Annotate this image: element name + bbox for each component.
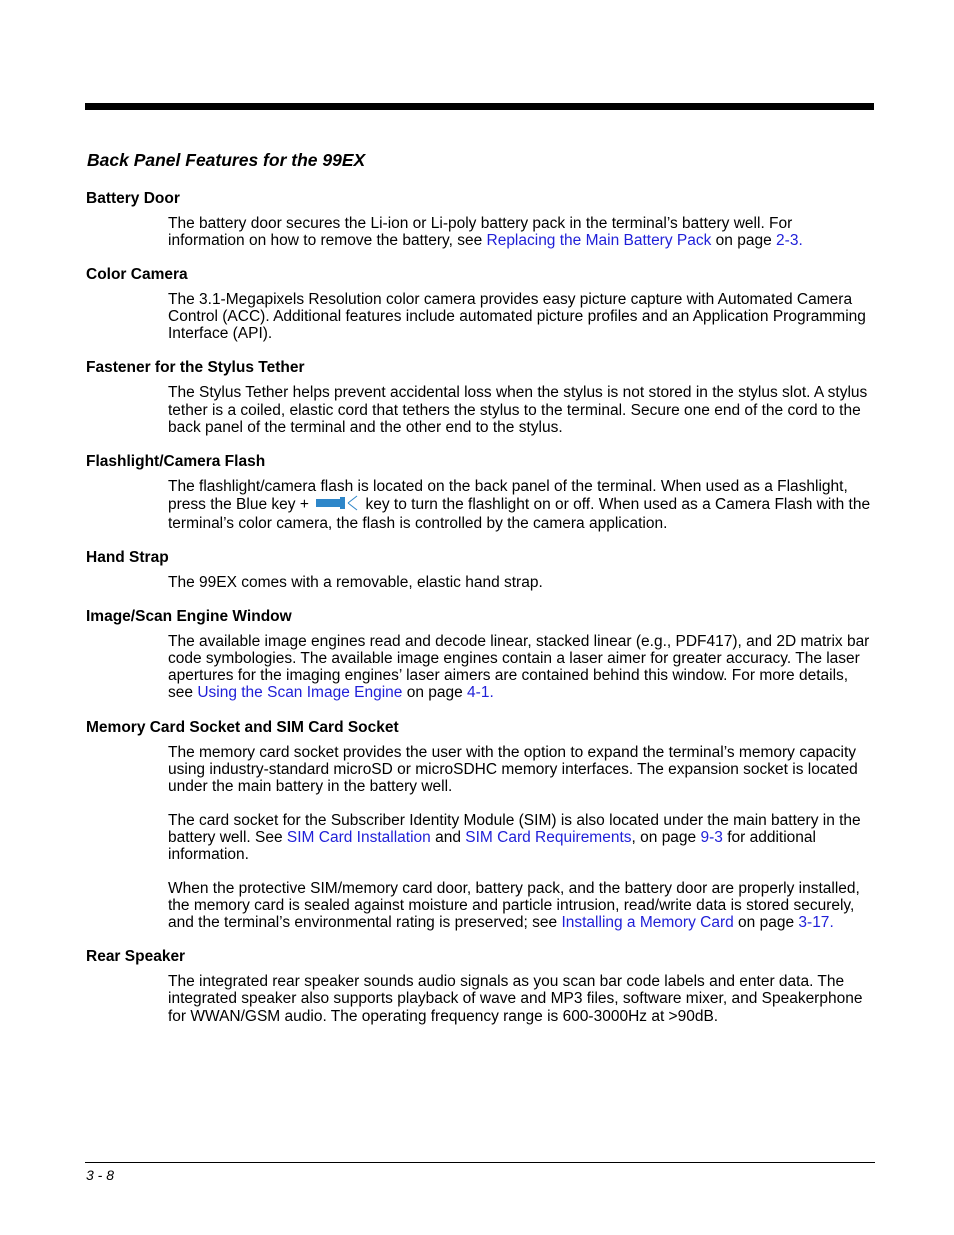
footer-rule <box>85 1162 875 1163</box>
link-page-9-3[interactable]: 9-3 <box>700 828 723 846</box>
memory-card-heading: Memory Card Socket and SIM Card Socket <box>86 718 399 736</box>
flashlight-heading: Flashlight/Camera Flash <box>86 452 266 470</box>
rear-speaker-section <box>86 947 876 1024</box>
scan-window-heading: Image/Scan Engine Window <box>86 608 292 626</box>
battery-door-section <box>86 189 876 249</box>
flashlight-icon <box>315 495 359 515</box>
color-camera-section <box>86 265 876 342</box>
hand-strap-paragraph: The 99EX comes with a removable, elastic hand strap. <box>168 574 543 592</box>
memory-card-section <box>86 718 876 932</box>
stylus-tether-section <box>86 358 876 435</box>
link-replacing-battery[interactable]: Replacing the Main Battery Pack <box>486 232 712 250</box>
document-body <box>86 189 876 1041</box>
section-title: Back Panel Features for the 99EX <box>87 150 366 170</box>
color-camera-heading: Color Camera <box>86 266 188 284</box>
hand-strap-section <box>86 548 876 591</box>
rear-speaker-paragraph: The integrated rear speaker sounds audio signals as you scan bar code labels and enter data. The integrated speaker also supports playback of wave and MP3 files, software mixer, and Speakerphone for WWAN/GSM audio. The operating frequency range is 600-3000Hz at >90dB. <box>168 973 863 1025</box>
color-camera-paragraph: The 3.1-Megapixels Resolution color camera provides easy picture capture with Automated Camera Control (ACC). Additional features include automated picture profiles and an Application Programming Interface (API). <box>168 291 866 343</box>
link-installing-memory-card[interactable]: Installing a Memory Card <box>561 914 734 932</box>
stylus-tether-paragraph: The Stylus Tether helps prevent accidental loss when the stylus is not stored in the stylus slot. A stylus tether is a coiled, elastic cord that tethers the stylus to the terminal. Secure one end of the cord to the back panel of the terminal and the other end to the stylus. <box>168 384 868 436</box>
link-page-4-1[interactable]: 4-1 <box>467 684 490 702</box>
scan-window-section <box>86 607 876 701</box>
battery-door-heading: Battery Door <box>86 190 180 207</box>
scan-window-paragraph: The available image engines read and decode linear, stacked linear (e.g., PDF417), and 2D matrix bar code symbologies. The available image engines contain a laser aimer for greater accuracy. The laser apertures for the imaging engines’ laser aimers are contained behind this window. For more details, see Using the Scan Image Engine on page 4-1. <box>168 633 870 702</box>
header-rule <box>85 103 874 110</box>
link-page-2-3[interactable]: 2-3 <box>776 232 799 250</box>
link-page-3-17[interactable]: 3-17 <box>798 914 830 932</box>
link-scan-image-engine[interactable]: Using the Scan Image Engine <box>197 684 403 702</box>
memory-card-paragraph-2: The card socket for the Subscriber Identity Module (SIM) is also located under the main battery in the battery well. See SIM Card Installation and SIM Card Requirements, on page 9-3 for additional information. <box>168 811 861 863</box>
flashlight-section <box>86 452 876 532</box>
link-sim-card-installation[interactable]: SIM Card Installation <box>286 828 431 846</box>
stylus-tether-heading: Fastener for the Stylus Tether <box>86 359 305 377</box>
hand-strap-heading: Hand Strap <box>86 549 169 567</box>
page-number: 3 - 8 <box>86 1167 115 1183</box>
memory-card-paragraph-1: The memory card socket provides the user with the option to expand the terminal’s memory capacity using industry-standard microSD or microSDHC memory interfaces. The expansion socket is located under the main battery in the battery well. <box>168 743 858 795</box>
battery-door-paragraph: The battery door secures the Li-ion or Li-poly battery pack in the terminal’s battery well. For information on how to remove the battery, see Replacing the Main Battery Pack on page 2-3. <box>168 215 803 250</box>
flashlight-paragraph: The flashlight/camera flash is located on the back panel of the terminal. When used as a Flashlight, press the Blue key + key to turn the flashlight on or off. When used as a Camera Flash with the terminal’s color camera, the flash is controlled by the camera application. <box>168 477 871 532</box>
link-sim-card-requirements[interactable]: SIM Card Requirements <box>465 828 632 846</box>
memory-card-paragraph-3: When the protective SIM/memory card door, battery pack, and the battery door are properly installed, the memory card is sealed against moisture and particle intrusion, read/write data is stored securely, and the terminal’s environmental rating is preserved; see Installing a Memory Card on page 3-17. <box>168 880 860 932</box>
rear-speaker-heading: Rear Speaker <box>86 948 186 966</box>
